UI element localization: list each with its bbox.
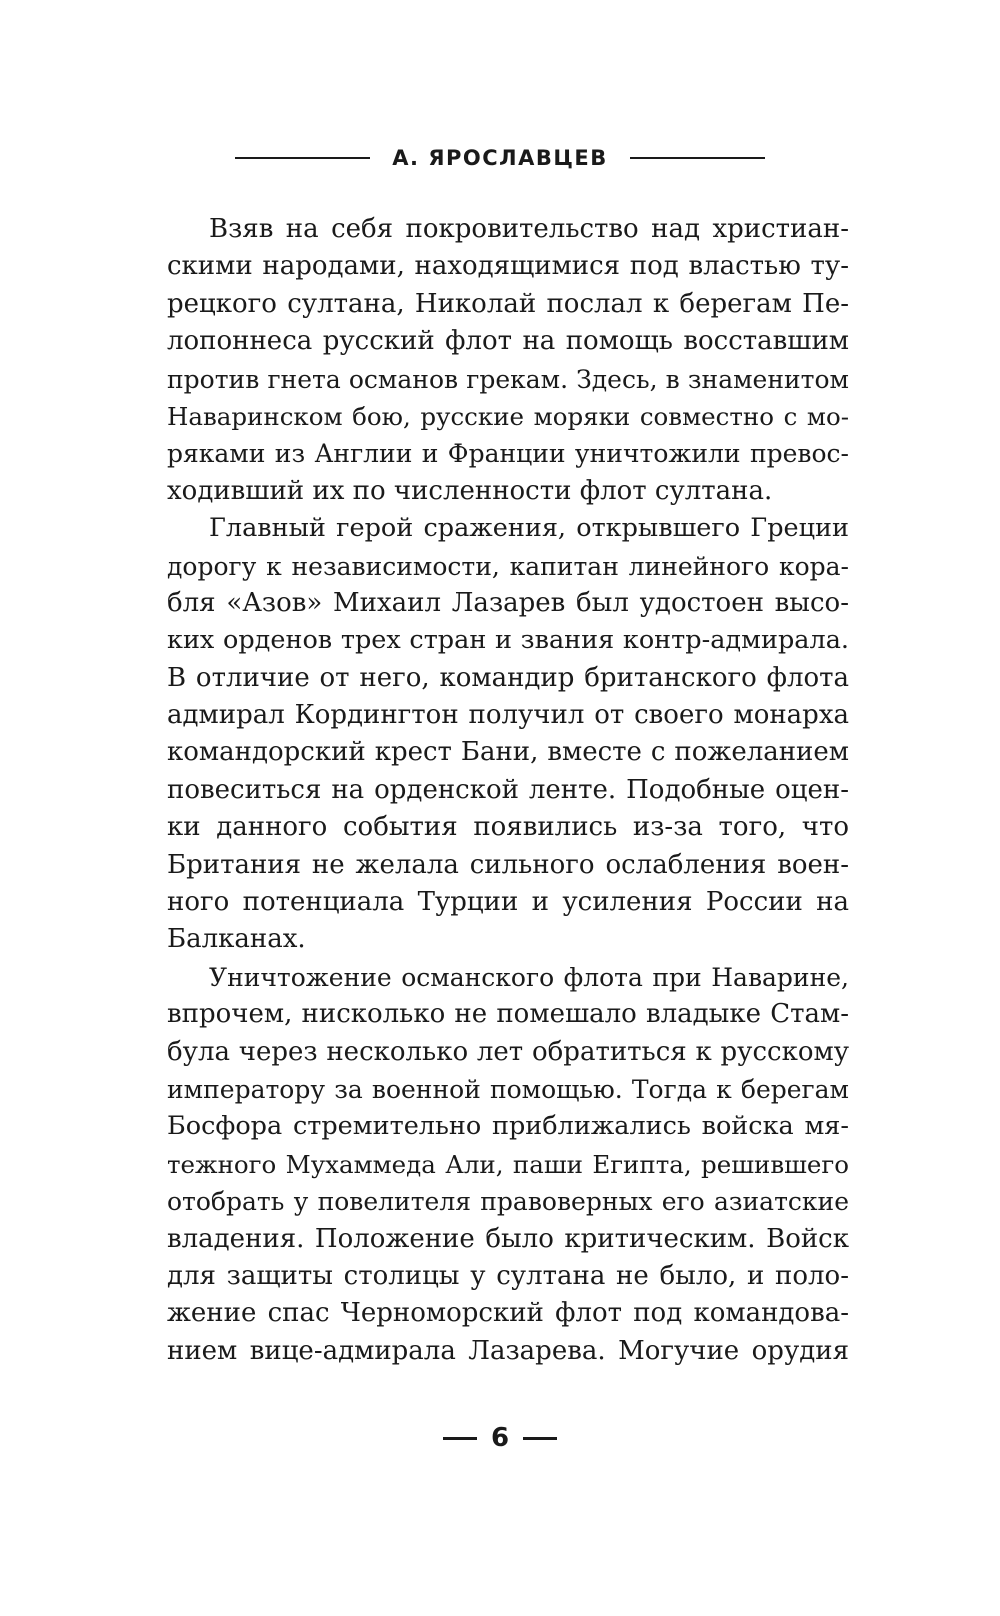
- header-rule-right: [630, 157, 765, 159]
- text-line: императору за военной помощью. Тогда к берегам: [167, 1074, 849, 1104]
- text-line: адмирал Кордингтон получил от своего монарха: [167, 700, 849, 731]
- text-line: В отличие от него, командир британского флота: [167, 662, 849, 693]
- text-line: рецкого султана, Николай послал к берегам Пе-: [167, 288, 849, 319]
- header-rule-left: [235, 157, 370, 159]
- text-line: Балканах.: [167, 924, 306, 955]
- text-line: Босфора стремительно приближались войска мя-: [167, 1111, 849, 1142]
- text-line: владения. Положение было критическим. Войск: [167, 1223, 849, 1254]
- body-text: [167, 211, 849, 1370]
- text-line: Взяв на себя покровительство над христиан-: [209, 214, 849, 244]
- text-line: ряками из Англии и Франции уничтожили превос-: [167, 439, 849, 469]
- page-number-footer: [0, 1418, 1000, 1458]
- text-line: жение спас Черноморский флот под командова-: [167, 1298, 849, 1329]
- text-line: була через несколько лет обратиться к русскому: [167, 1036, 849, 1067]
- text-line: нием вице-адмирала Лазарева. Могучие орудия: [167, 1335, 849, 1366]
- text-line: для защиты столицы у султана не было, и поло-: [167, 1260, 849, 1291]
- text-line: скими народами, находящимися под властью ту-: [167, 251, 849, 282]
- text-line: ного потенциала Турции и усиления России на: [167, 887, 849, 918]
- text-line: дорогу к независимости, капитан линейного кора-: [167, 551, 849, 581]
- text-line: против гнета османов грекам. Здесь, в знаменитом: [167, 364, 849, 394]
- text-line: ходивший их по численности флот султана.: [167, 475, 773, 506]
- text-line: впрочем, нисколько не помешало владыке Стам-: [167, 999, 849, 1030]
- page-number: 6: [490, 1423, 510, 1453]
- text-line: бля «Азов» Михаил Лазарев был удостоен высо-: [167, 587, 849, 618]
- text-line: Главный герой сражения, открывшего Греции: [209, 513, 849, 544]
- text-line: повеситься на орденской ленте. Подобные оцен-: [167, 774, 849, 805]
- running-head-author: А. ЯРОСЛАВЦЕВ: [392, 146, 608, 170]
- running-head: [0, 140, 1000, 176]
- text-line: командорский крест Бани, вместе с пожеланием: [167, 737, 849, 768]
- text-line: ки данного события появились из-за того, что: [167, 812, 849, 843]
- text-line: лопоннеса русский флот на помощь восставшим: [167, 326, 849, 357]
- text-line: отобрать у повелителя правоверных его азиатские: [167, 1187, 849, 1217]
- folio-dash-right: [523, 1437, 557, 1440]
- text-line: Уничтожение османского флота при Наварине,: [209, 962, 849, 992]
- text-line: тежного Мухаммеда Али, паши Египта, решившего: [167, 1149, 849, 1179]
- folio-dash-left: [443, 1437, 477, 1440]
- text-line: ких орденов трех стран и звания контр-адмирала.: [167, 625, 849, 656]
- text-line: Британия не желала сильного ослабления воен-: [167, 849, 849, 880]
- text-line: Наваринском бою, русские моряки совместно с мо-: [167, 401, 849, 431]
